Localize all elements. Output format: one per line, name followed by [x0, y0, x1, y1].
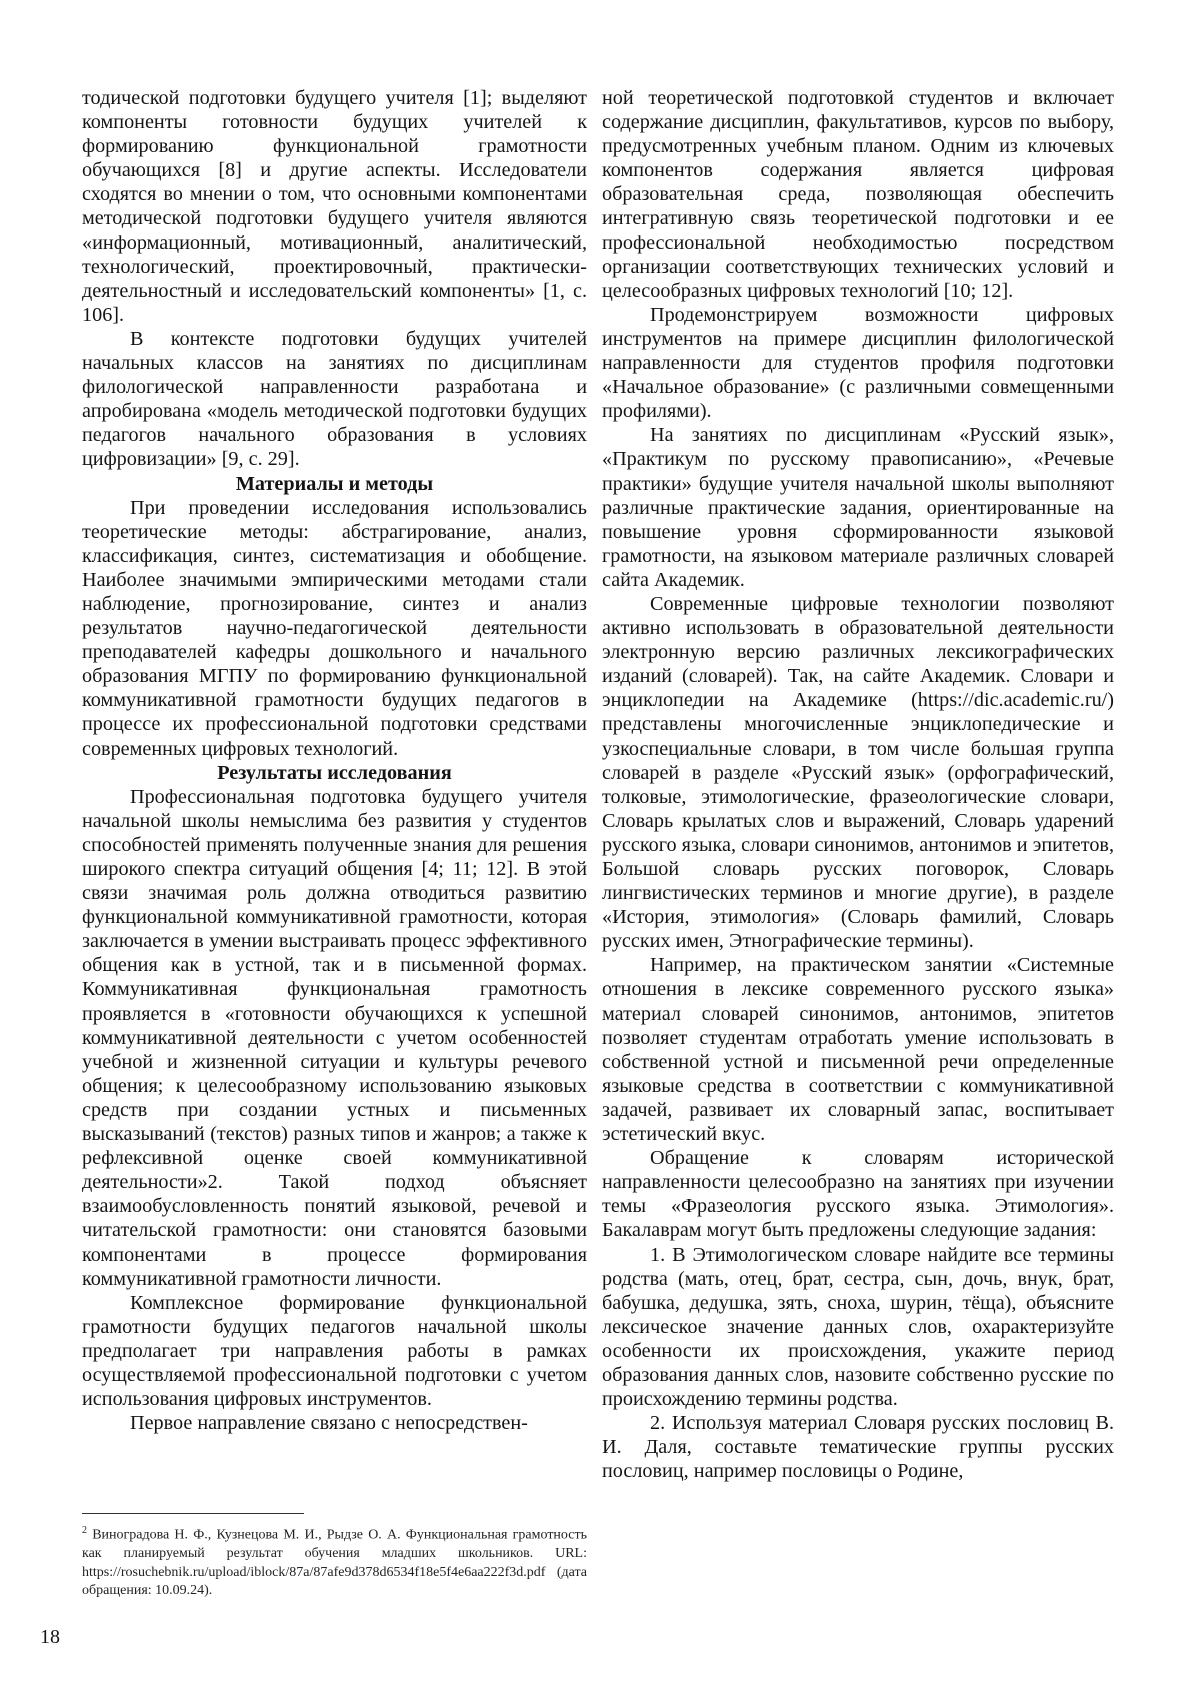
- section-heading-methods: Материалы и методы: [235, 472, 434, 495]
- paragraph: Продемонстрируем возможности цифровых инструментов на примере дисциплин филологической направленности для студентов профиля подготовки «Начальное образование» (с различными совмещенными профилями).: [602, 303, 1114, 423]
- paragraph: 2. Используя материал Словаря русских пословиц В. И. Даля, составьте тематические группы русских пословиц, например пословицы о Родине,: [602, 1412, 1114, 1483]
- paragraph: 1. В Этимологическом словаре найдите все термины родства (мать, отец, брат, сестра, сын, дочь, внук, брат, бабушка, дедушка, зять, сноха, шурин, тёща), объясните лексическое значение данных слов, охарактеризуйте особенности их происхождения, укажите период образования данных слов, назовите собственно русские по происхождению термины родства.: [602, 1243, 1114, 1411]
- page-number: 18: [40, 1626, 60, 1648]
- paragraph: Первое направление связано с непосредствен-: [130, 1412, 528, 1435]
- paragraph: ной теоретической подготовкой студентов и включает содержание дисциплин, факультативов, курсов по выбору, предусмотренных учебным планом. Одним из ключевых компонентов содержания является цифровая образовательная среда, позволяющая обеспечить интегративную связь теоретической подготовки и ее профессиональной необходимостью посредством организации соответствующих технических условий и целесообразных цифровых технологий [10; 12].: [602, 87, 1114, 302]
- paragraph: Современные цифровые технологии позволяют активно использовать в образовательной деятельности электронную версию различных лексикографических изданий (словарей). Так, на сайте Академик. Словари и энциклопедии на Академике (https://dic.academic.ru/) представлены многочисленные энциклопедические и узкоспециальные словари, в том числе большая группа словарей в разделе «Русский язык» (орфографический, толковые, этимологические, фразеологические словари, Словарь крылатых слов и выражений, Словарь ударений русского языка, словари синонимов, антонимов и эпитетов, Большой словарь русских поговорок, Словарь лингвистических терминов и многие другие), в разделе «История, этимология» (Словарь фамилий, Словарь русских имен, Этнографические термины).: [602, 592, 1114, 953]
- footnote-marker: 2: [82, 1525, 87, 1536]
- paragraph: Профессиональная подготовка будущего учителя начальной школы немыслима без развития у студентов способностей применять полученные знания для решения широкого спектра ситуаций общения [4; 11; 12]. В этой связи значимая роль должна отводиться развитию функциональной коммуникативной грамотности, которая заключается в умении выстраивать процесс эффективного общения как в устной, так и в письменной формах. Коммуникативная функциональная грамотность проявляется в «готовности обучающихся к успешной коммуникативной деятельности с учетом особенностей учебной и жизненной ситуации и культуры речевого общения; к целесообразному использованию языковых средств при создании устных и письменных высказываний (текстов) разных типов и жанров; а также к рефлексивной оценке своей коммуникативной деятельности»2. Такой подход объясняет взаимообусловленность понятий языковой, речевой и читательской грамотности: они становятся базовыми компонентами в процессе формирования коммуникативной грамотности личности.: [82, 785, 587, 1290]
- footnote-text: Виноградова Н. Ф., Кузнецова М. И., Рыдзе О. А. Функциональная грамотность как планируемый результат обучения младших школьников. URL: https://rosuchebnik.ru/upload/iblock/87a/87afe9d378d6534f18e5f4e6aa222f3d.pdf (дата обращения: 10.09.24).: [82, 1527, 587, 1599]
- paragraph: тодической подготовки будущего учителя [1]; выделяют компоненты готовности будущих учителей к формированию функциональной грамотности обучающихся [8] и другие аспекты. Исследователи сходятся во мнении о том, что основными компонентами методической подготовки будущего учителя являются «информационный, мотивационный, аналитический, технологический, проектировочный, практически-деятельностный и исследовательский компоненты» [1, с. 106].: [82, 87, 587, 326]
- left-column: [82, 86, 587, 1435]
- footnote-divider: [82, 1513, 304, 1514]
- right-column: [602, 86, 1114, 1483]
- paragraph: При проведении исследования использовались теоретические методы: абстрагирование, анализ, классификация, синтез, систематизация и обобщение. Наиболее значимыми эмпирическими методами стали наблюдение, прогнозирование, синтез и анализ результатов научно-педагогической деятельности преподавателей кафедры дошкольного и начального образования МГПУ по формированию функциональной коммуникативной грамотности будущих педагогов в процессе их профессиональной подготовки средствами современных цифровых технологий.: [82, 496, 587, 760]
- paragraph: Обращение к словарям исторической направленности целесообразно на занятиях при изучении темы «Фразеология русского языка. Этимология». Бакалаврам могут быть предложены следующие задания:: [602, 1147, 1114, 1242]
- footnote: [82, 1522, 587, 1601]
- paragraph: Например, на практическом занятии «Системные отношения в лексике современного русского языка» материал словарей синонимов, антонимов, эпитетов позволяет студентам отработать умение использовать в собственной устной и письменной речи определенные языковые средства в соответствии с коммуникативной задачей, развивает их словарный запас, воспитывает эстетический вкус.: [602, 954, 1114, 1146]
- paragraph: Комплексное формирование функциональной грамотности будущих педагогов начальной школы предполагает три направления работы в рамках осуществляемой профессиональной подготовки с учетом использования цифровых инструментов.: [82, 1291, 587, 1411]
- paragraph: В контексте подготовки будущих учителей начальных классов на занятиях по дисциплинам филологической направленности разработана и апробирована «модель методической подготовки будущих педагогов начального образования в условиях цифровизации» [9, с. 29].: [82, 327, 587, 471]
- paragraph: На занятиях по дисциплинам «Русский язык», «Практикум по русскому правописанию», «Речевые практики» будущие учителя начальной школы выполняют различные практические задания, ориентированные на повышение уровня сформированности языковой грамотности, на языковом материале различных словарей сайта Академик.: [602, 424, 1114, 591]
- section-heading-results: Результаты исследования: [217, 761, 452, 784]
